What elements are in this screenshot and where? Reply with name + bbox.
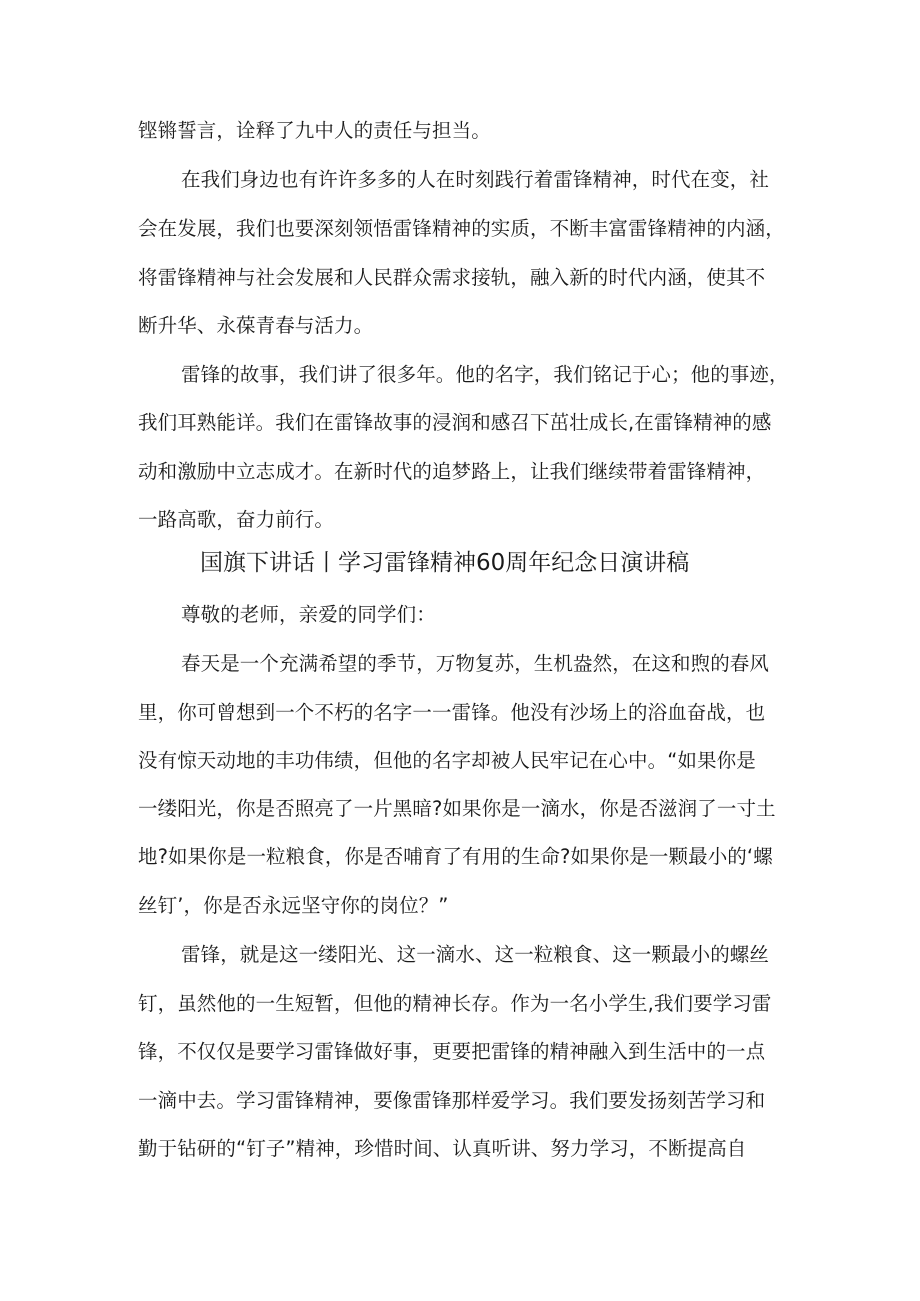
text-line: 一滴中去。学习雷锋精神，要像雷锋那样爱学习。我们要发扬刻苦学习和 — [138, 1089, 766, 1112]
text-line: 将雷锋精神与社会发展和人民群众需求接轨，融入新的时代内涵，使其不 — [138, 266, 766, 289]
text-line: 断升华、永葆青春与活力。 — [138, 314, 374, 337]
text-line: 会在发展，我们也要深刻领悟雷锋精神的实质，不断丰富雷锋精神的内涵， — [138, 217, 785, 240]
text-line: 地?如果你是一粒粮食，你是否哺育了有用的生命?如果你是一颗最小的‘螺 — [138, 845, 773, 868]
text-line: 一缕阳光，你是否照亮了一片黑暗?如果你是一滴水，你是否滋润了一寸土 — [138, 797, 776, 820]
text-line: 一路高歌，奋力前行。 — [138, 508, 335, 531]
speech-title: 国旗下讲话丨学习雷锋精神60周年纪念日演讲稿 — [200, 550, 690, 576]
text-line: 我们耳熟能详。我们在雷锋故事的浸润和感召下茁壮成长,在雷锋精神的感 — [138, 411, 772, 434]
salutation: 尊敬的老师，亲爱的同学们： — [181, 603, 436, 626]
text-line: 在我们身边也有许许多多的人在时刻践行着雷锋精神，时代在变，社 — [181, 168, 770, 191]
text-line: 动和激励中立志成才。在新时代的追梦路上，让我们继续带着雷锋精神， — [138, 460, 766, 483]
text-line: 雷锋，就是这一缕阳光、这一滴水、这一粒粮食、这一颗最小的螺丝 — [181, 943, 770, 966]
text-line: 没有惊天动地的丰功伟绩，但他的名字却被人民牢记在心中。“如果你是 — [138, 749, 756, 772]
text-line: 铿锵誓言，诠释了九中人的责任与担当。 — [138, 119, 491, 142]
text-line: 春天是一个充满希望的季节，万物复苏，生机盎然，在这和煦的春风 — [181, 652, 770, 675]
text-line: 雷锋的故事，我们讲了很多年。他的名字，我们铭记于心；他的事迹， — [181, 363, 789, 386]
text-line: 锋，不仅仅是要学习雷锋做好事，更要把雷锋的精神融入到生活中的一点 — [138, 1040, 766, 1063]
text-line: 里，你可曾想到一个不朽的名字一一雷锋。他没有沙场上的浴血奋战，也 — [138, 701, 766, 724]
text-line: 钉，虽然他的一生短暂，但他的精神长存。作为一名小学生,我们要学习雷 — [138, 992, 772, 1015]
text-line: 丝钉’，你是否永远坚守你的岗位？” — [138, 894, 449, 917]
text-line: 勤于钻研的“钉子”精神，珍惜时间、认真听讲、努力学习，不断提高自 — [138, 1137, 747, 1160]
